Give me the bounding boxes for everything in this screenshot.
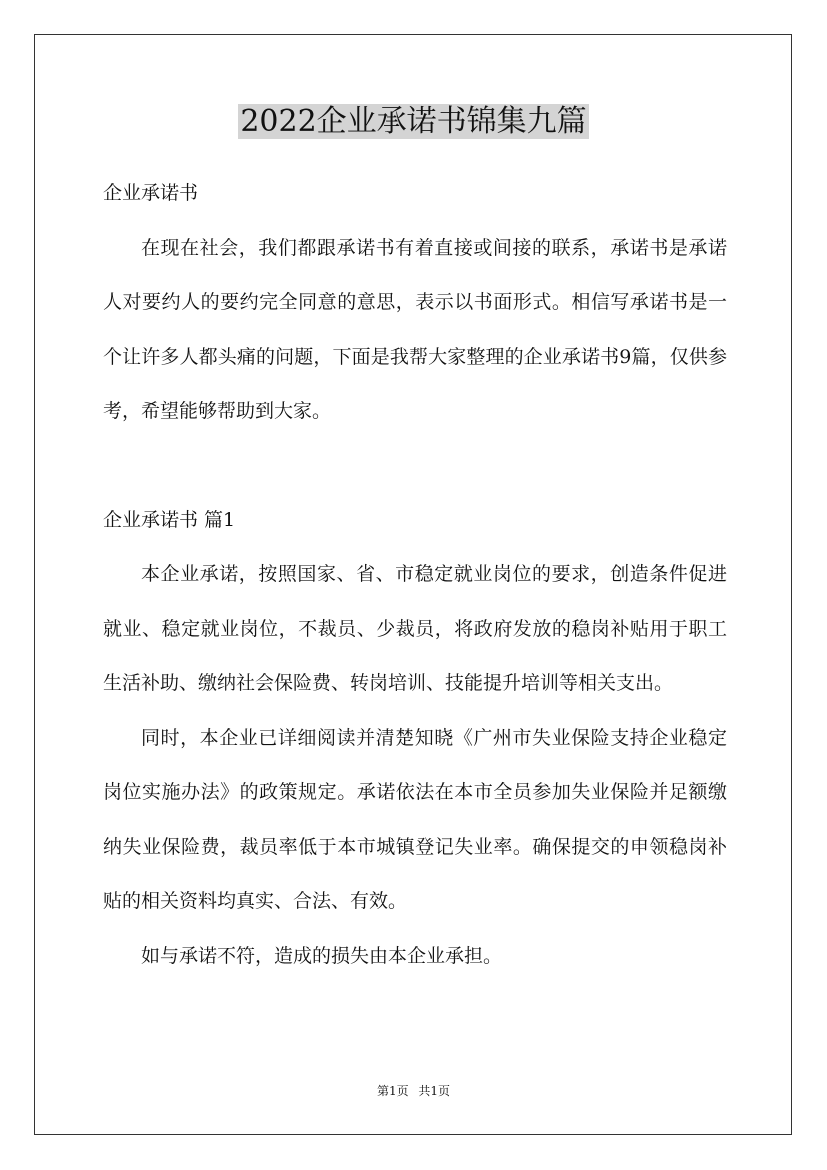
section1-paragraph-3: 如与承诺不符，造成的损失由本企业承担。 bbox=[141, 944, 503, 967]
page-number: 第1页 bbox=[376, 1084, 409, 1098]
page-footer bbox=[0, 1082, 827, 1100]
intro-paragraph: 在现在社会，我们都跟承诺书有着直接或间接的联系，承诺书是承诺人对要约人的要约完全同意的意思，表示以书面形式。相信写承诺书是一个让许多人都头痛的问题，下面是我帮大家整理的企业承诺书9篇，仅供参考，希望能够帮助到大家。 bbox=[103, 236, 727, 422]
section-spacer bbox=[103, 439, 727, 493]
section1-paragraph-1: 本企业承诺，按照国家、省、市稳定就业岗位的要求，创造条件促进就业、稳定就业岗位，不裁员、少裁员，将政府发放的稳岗补贴用于职工生活补助、缴纳社会保险费、转岗培训、技能提升培训等相关支出。 bbox=[103, 563, 727, 694]
document-body bbox=[103, 166, 727, 983]
document-title bbox=[0, 100, 827, 144]
intro-heading: 企业承诺书 bbox=[103, 182, 199, 204]
section1-heading: 企业承诺书 篇1 bbox=[103, 508, 236, 531]
document-title-text: 2022企业承诺书锦集九篇 bbox=[240, 104, 587, 139]
section1-paragraph-2: 同时，本企业已详细阅读并清楚知晓《广州市失业保险支持企业稳定岗位实施办法》的政策规定。承诺依法在本市全员参加失业保险并足额缴纳失业保险费，裁员率低于本市城镇登记失业率。确保提交的申领稳岗补贴的相关资料均真实、合法、有效。 bbox=[103, 726, 727, 912]
page-total: 共1页 bbox=[418, 1084, 451, 1098]
